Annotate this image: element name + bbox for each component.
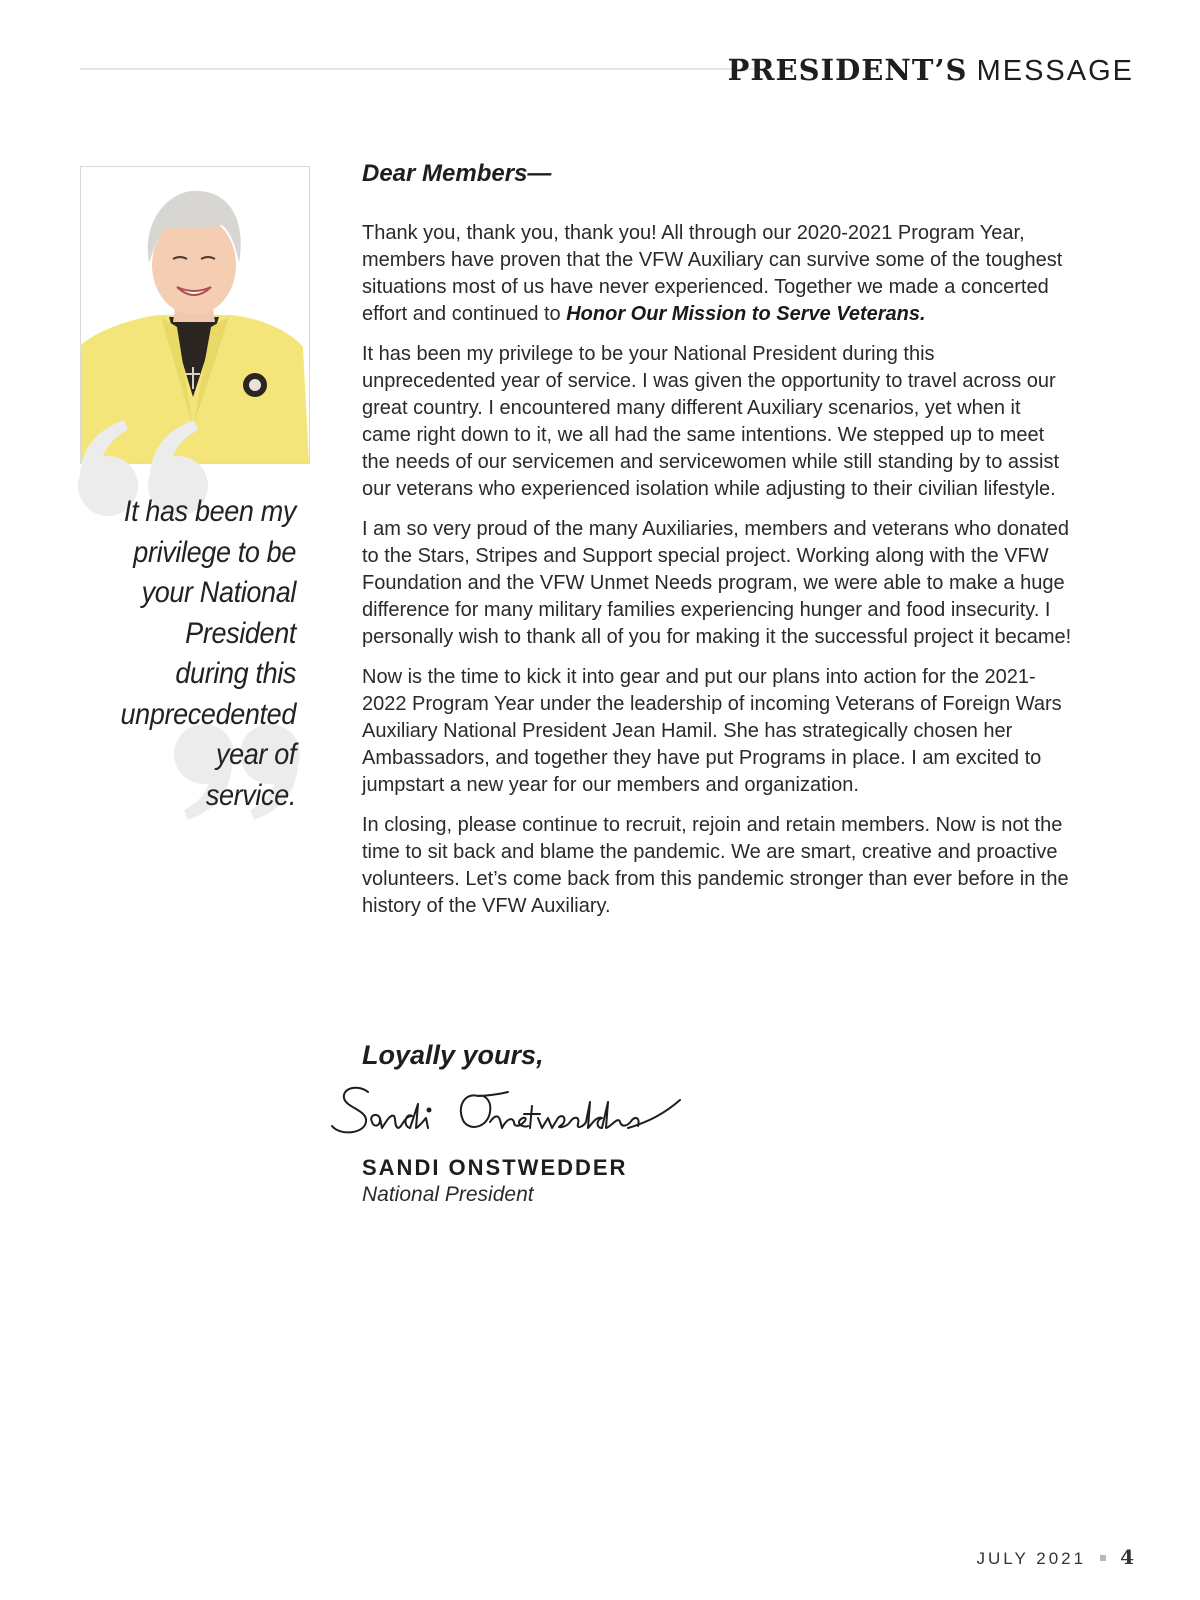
- header-rule: [80, 68, 760, 70]
- paragraph-1-text: Thank you, thank you, thank you! All through our 2020-2021 Program Year, members have proven that the VFW Auxiliary can survive some of the toughest situations most of us have never experienced. Together we made a concerted effort and continued to: [362, 222, 1063, 325]
- closing: Loyally yours,: [362, 1040, 544, 1070]
- paragraph-4: Now is the time to kick it into gear and put our plans into action for the 2021-2022 Program Year under the leadership of incoming Veterans of Foreign Wars Auxiliary National President Jean Hamil. She has strategically chosen her Ambassadors, and together they have put Programs in place. I am excited to jumpstart a new year for our members and organization.: [362, 666, 1062, 796]
- pull-quote: [120, 492, 296, 816]
- letter-body: [362, 220, 1072, 933]
- pull-quote-line: year of service.: [205, 738, 296, 812]
- page-number: 4: [1120, 1545, 1134, 1569]
- square-separator-icon: [1100, 1555, 1106, 1561]
- paragraph-5: In closing, please continue to recruit, rejoin and retain members. Now is not the time to sit back and blame the pandemic. We are smart, creative and proactive volunteers. Let’s come back from this pandemic stronger than ever before in the history of the VFW Auxiliary.: [362, 814, 1069, 917]
- signature-image: [328, 1082, 688, 1146]
- paragraph-1: [362, 220, 1072, 328]
- pull-quote-line: during this: [175, 657, 296, 690]
- salutation: Dear Members—: [362, 160, 552, 187]
- signer-name: SANDI ONSTWEDDER: [362, 1155, 628, 1180]
- section-title: [728, 52, 1134, 89]
- mission-emphasis: Honor Our Mission to Serve Veterans.: [566, 303, 926, 325]
- paragraph-3: I am so very proud of the many Auxiliaries, members and veterans who donated to the Stars, Stripes and Support special project. Working along with the VFW Foundation and the VFW Unmet Needs program, we were able to make a huge difference for many military families experiencing hunger and food insecurity. I personally wish to thank all of you for making it the successful project it became!: [362, 518, 1072, 648]
- pull-quote-line: privilege to be: [133, 535, 296, 569]
- page-footer: [977, 1546, 1134, 1570]
- portrait-illustration: [81, 167, 309, 463]
- issue-date: JULY 2021: [976, 1549, 1087, 1568]
- pull-quote-line: your National: [141, 576, 296, 609]
- section-title-bold: PRESIDENT’S: [727, 53, 968, 87]
- signer-title: National President: [362, 1183, 534, 1206]
- section-title-light: MESSAGE: [976, 55, 1134, 87]
- pull-quote-line: It has been my: [123, 495, 296, 528]
- paragraph-2: It has been my privilege to be your National President during this unprecedented year of service. I was given the opportunity to travel across our great country. I encountered many different Auxiliary scenarios, yet when it came right down to it, we all had the same intentions. We stepped up to meet the needs of our servicemen and servicewomen while still standing by to assist our veterans who experienced isolation while adjusting to their civilian lifestyle.: [362, 343, 1060, 500]
- pull-quote-line: President: [185, 616, 296, 650]
- pull-quote-line: unprecedented: [120, 697, 296, 731]
